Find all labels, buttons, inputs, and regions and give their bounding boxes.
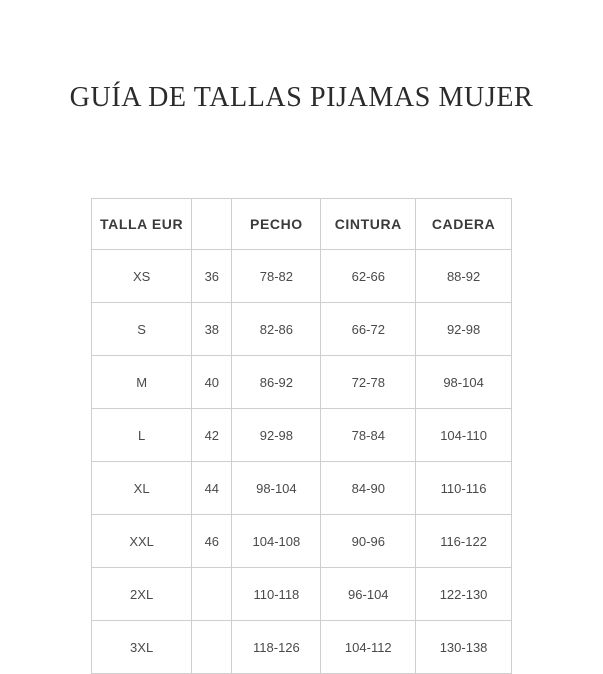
cell-eur: 44 [192, 462, 232, 515]
size-table-container [91, 198, 512, 674]
cell-cadera: 98-104 [416, 356, 512, 409]
column-header-talla-eur: TALLA EUR [92, 199, 192, 250]
cell-cadera: 88-92 [416, 250, 512, 303]
cell-eur [192, 568, 232, 621]
cell-pecho: 98-104 [232, 462, 321, 515]
cell-cintura: 96-104 [321, 568, 416, 621]
table-row [92, 515, 512, 568]
cell-cintura: 72-78 [321, 356, 416, 409]
cell-eur: 42 [192, 409, 232, 462]
cell-eur [192, 621, 232, 674]
table-row [92, 462, 512, 515]
cell-talla: 2XL [92, 568, 192, 621]
cell-pecho: 86-92 [232, 356, 321, 409]
table-header-row [92, 199, 512, 250]
cell-eur: 40 [192, 356, 232, 409]
cell-eur: 38 [192, 303, 232, 356]
cell-cintura: 84-90 [321, 462, 416, 515]
cell-pecho: 118-126 [232, 621, 321, 674]
table-body [92, 250, 512, 674]
cell-cadera: 92-98 [416, 303, 512, 356]
cell-pecho: 110-118 [232, 568, 321, 621]
cell-eur: 36 [192, 250, 232, 303]
table-row [92, 409, 512, 462]
cell-talla: M [92, 356, 192, 409]
cell-cadera: 110-116 [416, 462, 512, 515]
table-row [92, 303, 512, 356]
column-header-cadera: CADERA [416, 199, 512, 250]
table-header [92, 199, 512, 250]
cell-talla: L [92, 409, 192, 462]
cell-talla: XL [92, 462, 192, 515]
column-header-cintura: CINTURA [321, 199, 416, 250]
cell-talla: 3XL [92, 621, 192, 674]
cell-cadera: 116-122 [416, 515, 512, 568]
column-header-pecho: PECHO [232, 199, 321, 250]
page-title: GUÍA DE TALLAS PIJAMAS MUJER [69, 82, 534, 113]
cell-cadera: 104-110 [416, 409, 512, 462]
table-row [92, 356, 512, 409]
cell-cintura: 66-72 [321, 303, 416, 356]
cell-eur: 46 [192, 515, 232, 568]
cell-cintura: 90-96 [321, 515, 416, 568]
cell-cadera: 122-130 [416, 568, 512, 621]
cell-cintura: 104-112 [321, 621, 416, 674]
cell-talla: XS [92, 250, 192, 303]
table-row [92, 250, 512, 303]
cell-pecho: 78-82 [232, 250, 321, 303]
cell-talla: XXL [92, 515, 192, 568]
cell-talla: S [92, 303, 192, 356]
cell-cintura: 78-84 [321, 409, 416, 462]
cell-pecho: 104-108 [232, 515, 321, 568]
cell-pecho: 92-98 [232, 409, 321, 462]
size-table [91, 198, 512, 674]
cell-cintura: 62-66 [321, 250, 416, 303]
table-row [92, 568, 512, 621]
cell-cadera: 130-138 [416, 621, 512, 674]
cell-pecho: 82-86 [232, 303, 321, 356]
column-header-eur-spacer [192, 199, 232, 250]
table-row [92, 621, 512, 674]
